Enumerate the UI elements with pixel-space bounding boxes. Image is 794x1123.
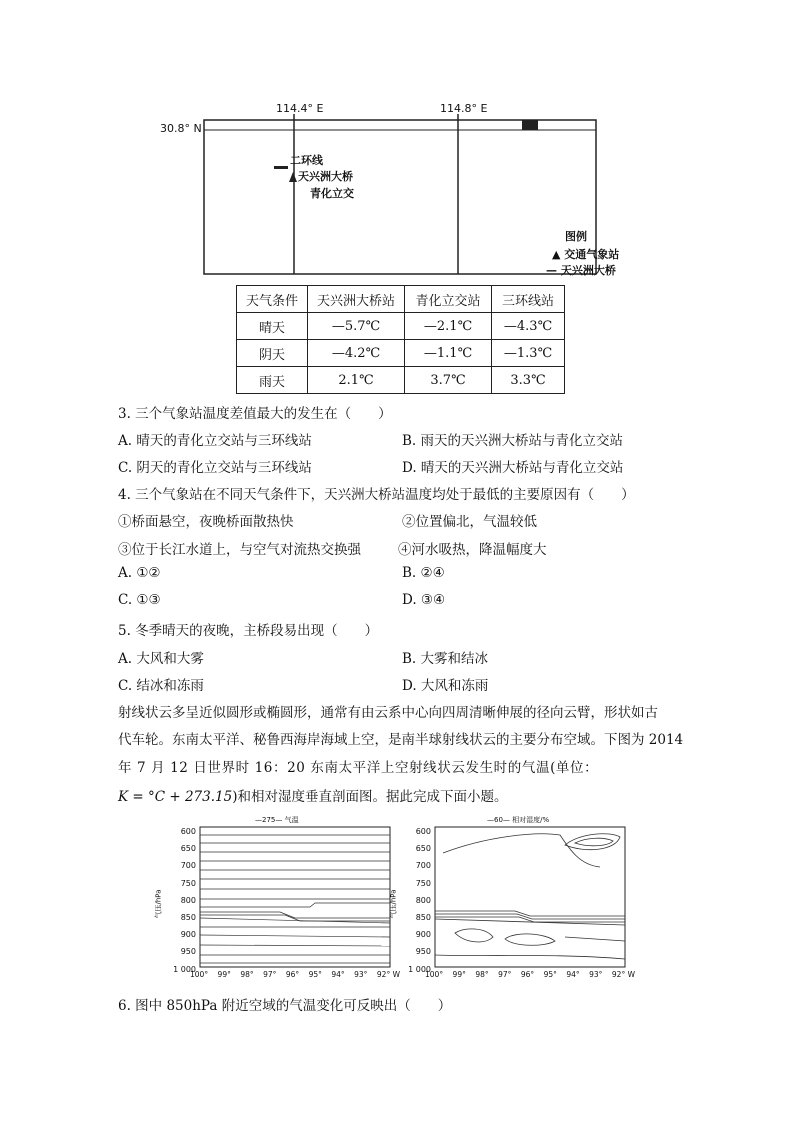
table-cell: 晴天 [237,313,308,340]
x-tick: 93° [354,970,368,979]
place-bridge: 天兴洲大桥 [298,170,353,183]
table-cell: 2.1℃ [308,367,405,394]
table-cell: 3.3℃ [492,367,565,394]
q3-option-d[interactable]: D. 晴天的天兴洲大桥站与青化立交站 [402,460,624,476]
formula: K = °C + 273.15 [118,789,233,805]
q4-statement-2: ②位置偏北，气温较低 [402,514,537,530]
x-tick: 97° [263,970,277,979]
table-cell: —1.1℃ [405,340,492,367]
q5-option-b[interactable]: B. 大雾和结冰 [402,651,489,667]
q5-option-a[interactable]: A. 大风和大雾 [118,651,204,667]
temperature-chart-legend: —275— 气温 [255,816,299,824]
lon-label-1: 114.4° E [276,102,324,115]
table-cell: —2.1℃ [405,313,492,340]
passage-line-4-text: )和相对湿度垂直剖面图。据此完成下面小题。 [232,789,508,805]
humidity-plot [395,815,635,985]
temperature-chart-ylabel: 气压/hPa [154,889,163,919]
lon-label-2: 114.8° E [440,102,488,115]
q4-statement-3: ③位于长江水道上，与空气对流热交换强 [118,542,361,558]
y-tick: 600 [180,827,196,836]
q4-statement-1: ①桥面悬空，夜晚桥面散热快 [118,514,294,530]
q3-option-a[interactable]: A. 晴天的青化立交站与三环线站 [118,433,312,449]
x-tick: 100° [425,970,444,979]
table-header-row [237,286,565,313]
y-tick: 800 [415,895,431,905]
table-cell: —4.2℃ [308,340,405,367]
legend-title: 图例 [565,230,587,243]
y-tick: 650 [180,844,196,854]
y-tick: 600 [415,827,431,836]
x-tick: 98° [475,970,489,979]
triangle-icon: ▲ [552,248,565,261]
passage-line-2: 代车轮。东南太平洋、秘鲁西海岸海域上空，是南半球射线状云的主要分布空域。下图为 2014 [118,732,684,748]
table-cell: 雨天 [237,367,308,394]
y-tick: 950 [180,947,196,957]
legend-station: ▲ 交通气象站 [552,248,620,261]
y-tick: 800 [180,895,196,905]
x-tick: 94° [331,970,345,979]
y-tick: 650 [415,844,431,854]
humidity-chart-legend: —60— 相对湿度/% [487,816,550,824]
y-tick: 750 [415,878,431,888]
place-ring-road: 二环线 [290,154,323,167]
q4-stem: 4. 三个气象站在不同天气条件下，天兴洲大桥站温度均处于最低的主要原因有（ ） [118,487,635,503]
humidity-y-ticks [397,823,431,978]
table-cell: —1.3℃ [492,340,565,367]
y-tick: 750 [180,878,196,888]
temperature-chart [154,815,400,985]
y-tick: 1 000 [408,964,431,974]
map-figure [160,100,640,280]
x-tick: 96° [520,970,535,979]
y-tick: 700 [180,861,196,871]
x-tick: 95° [543,970,557,979]
table-cell: —5.7℃ [308,313,405,340]
q5-stem: 5. 冬季晴天的夜晚，主桥段易出现（ ） [118,623,379,639]
passage-line-3: 年 7 月 12 日世界时 16：20 东南太平洋上空射线状云发生时的气温(单位： [118,760,599,776]
table-cell: 3.7℃ [405,367,492,394]
x-tick: 97° [498,970,512,979]
q4-option-c[interactable]: C. ①③ [118,592,161,608]
table-cell: —4.3℃ [492,313,565,340]
table-row [237,340,565,367]
passage-line-1: 射线状云多呈近似圆形或椭圆形，通常有由云系中心向四周清晰伸展的径向云臂，形状如古 [118,705,658,721]
x-tick: 93° [589,970,603,979]
x-tick: 100° [190,970,209,979]
temperature-y-ticks [162,823,196,978]
x-tick: 95° [308,970,322,979]
temperature-x-ticks [190,970,400,979]
line-icon: — [546,264,561,277]
x-tick: 92° W [611,970,635,979]
x-tick: 96° [285,970,300,979]
y-tick: 900 [415,930,431,940]
table-header: 青化立交站 [405,286,492,313]
table-row [237,313,565,340]
x-tick: 99° [217,970,231,979]
x-tick: 94° [566,970,580,979]
table-header: 天气条件 [237,286,308,313]
y-tick: 950 [415,947,431,957]
q4-statement-4: ④河水吸热，降温幅度大 [398,542,547,558]
x-tick: 98° [240,970,254,979]
x-tick: 92° W [376,970,400,979]
q5-option-c[interactable]: C. 结冰和冻雨 [118,678,204,694]
place-interchange: 青化立交 [310,187,354,200]
y-tick: 850 [415,913,431,923]
q3-stem: 3. 三个气象站温度差值最大的发生在（ ） [118,406,392,422]
humidity-chart-ylabel: 气压/hPa [389,889,398,919]
legend-bridge: — 天兴洲大桥 [546,264,616,277]
x-tick: 99° [452,970,466,979]
passage-line-4 [118,785,507,805]
y-tick: 1 000 [173,964,196,974]
q6-stem: 6. 图中 850hPa 附近空域的气温变化可反映出（ ） [118,998,452,1014]
temperature-plot [160,815,400,985]
y-tick: 900 [180,930,196,940]
q3-option-c[interactable]: C. 阴天的青化立交站与三环线站 [118,460,312,476]
table-header: 天兴洲大桥站 [308,286,405,313]
lat-label: 30.8° N [160,122,202,135]
table-header: 三环线站 [492,286,565,313]
table-cell: 阴天 [237,340,308,367]
q4-option-b[interactable]: B. ②④ [402,565,445,581]
weather-table [236,285,565,394]
humidity-x-ticks [425,970,635,979]
q5-option-d[interactable]: D. 大风和冻雨 [402,678,489,694]
table-row [237,367,565,394]
humidity-chart [389,815,635,985]
y-tick: 700 [415,861,431,871]
q4-option-a[interactable]: A. ①② [118,565,161,581]
q4-option-d[interactable]: D. ③④ [402,592,446,608]
q3-option-b[interactable]: B. 雨天的天兴洲大桥站与青化立交站 [402,433,624,449]
y-tick: 850 [180,913,196,923]
